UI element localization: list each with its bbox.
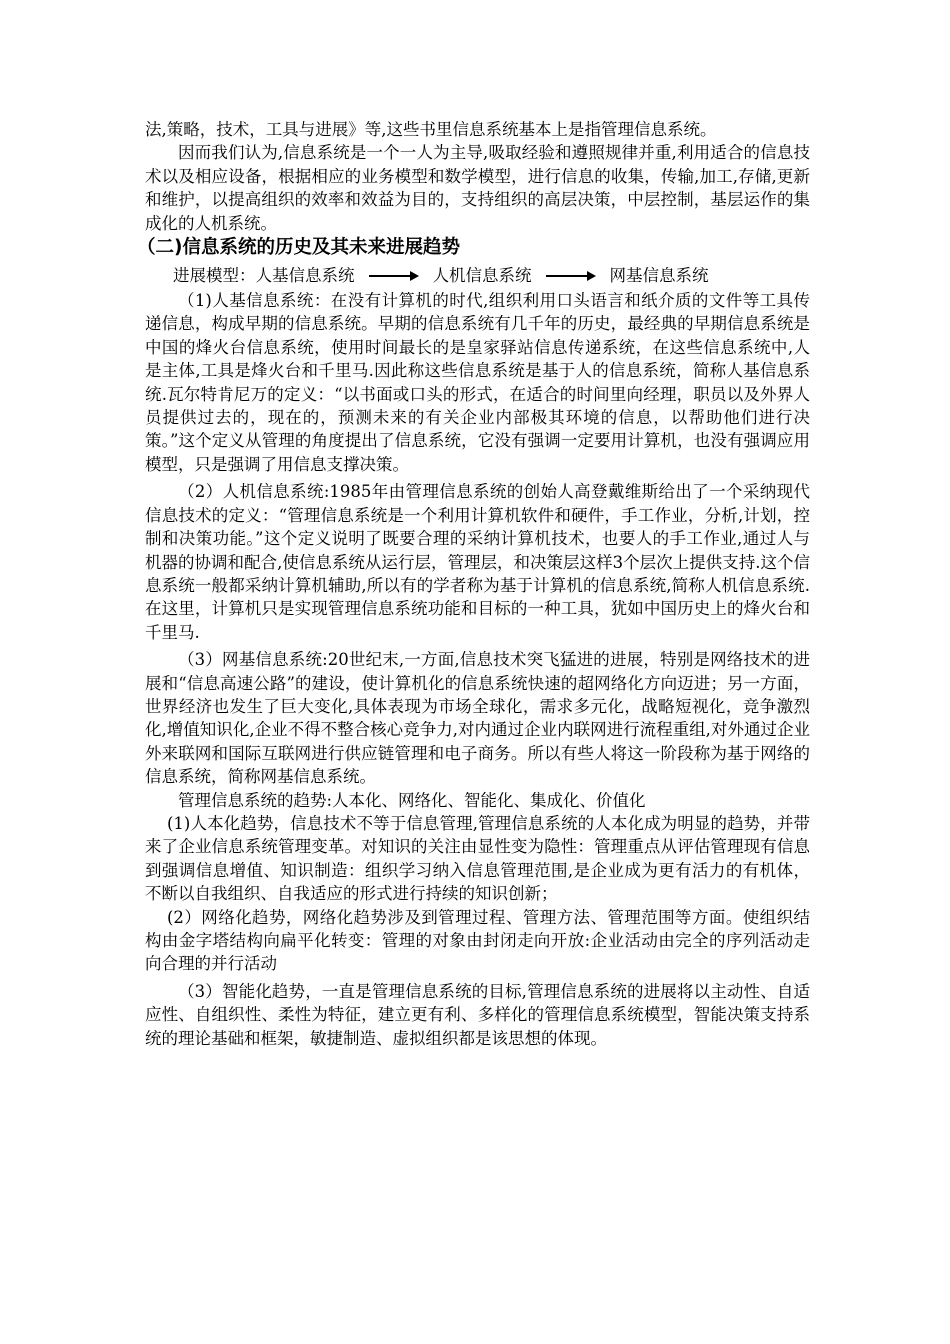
- model-stage-1: 进展模型：人基信息系统: [173, 266, 355, 286]
- section-heading: （二)信息系统的历史及其未来进展趋势: [137, 237, 460, 259]
- trend-intelligence: （3）智能化趋势，一直是管理信息系统的目标,管理信息系统的进展将以主动性、自适应性、自组织性、柔性为特征，建立更有利、多样化的管理信息系统模型，智能决策支持系统的理论基础和框架，敏捷制造、虚拟组织都是该思想的体现。: [145, 981, 810, 1048]
- arrow-right-icon: [546, 270, 596, 282]
- paragraph-human-machine: （2）人机信息系统:1985年由管理信息系统的创始人高登戴维斯给出了一个采纳现代信息技术的定义：“管理信息系统是一个利用计算机软件和硬件，手工作业，分析,计划，控制和决策功能。”这个定义说明了既要合理的采纳计算机技术，也要人的手工作业,通过人与机器的协调和配合,使信息系统从运行层，管理层，和决策层这样3个层次上提供支持.这个信息系统一般都采纳计算机辅助,所以有的学者称为基于计算机的信息系统,简称人机信息系统.在这里，计算机只是实现管理信息系统功能和目标的一种工具，犹如中国历史上的烽火台和千里马.: [145, 482, 810, 642]
- arrow-right-icon: [369, 270, 419, 282]
- definition-paragraph: 因而我们认为,信息系统是一个一人为主导,吸取经验和遵照规律并重,利用适合的信息技术以及相应设备，根据相应的业务模型和数学模型，进行信息的收集，传输,加工,存储,更新和维护，以提高组织的效率和效益为目的，支持组织的高层决策，中层控制，基层运作的集成化的人机系统。: [145, 143, 810, 233]
- development-model-line: [145, 263, 810, 289]
- model-stage-2: 人机信息系统: [432, 266, 532, 286]
- intro-line: 法,策略，技术，工具与进展》等,这些书里信息系统基本上是指管理信息系统。: [145, 120, 717, 139]
- model-stage-3: 网基信息系统: [609, 266, 709, 286]
- paragraph-human-based: （1)人基信息系统：在没有计算机的时代,组织利用口头语言和纸介质的文件等工具传递信息，构成早期的信息系统。早期的信息系统有几千年的历史，最经典的早期信息系统是中国的烽火台信息系统，使用时间最长的是皇家驿站信息传递系统，在这些信息系统中,人是主体,工具是烽火台和千里马.因此称这些信息系统是基于人的信息系统，简称人基信息系统.瓦尔特肯尼万的定义：“以书面或口头的形式，在适合的时间里向经理，职员以及外界人员提供过去的，现在的，预测未来的有关企业内部极其环境的信息，以帮助他们进行决策。”这个定义从管理的角度提出了信息系统，它没有强调一定要用计算机，也没有强调应用模型，只是强调了用信息支撑决策。: [145, 291, 810, 474]
- trend-networking: (2）网络化趋势，网络化趋势涉及到管理过程、管理方法、管理范围等方面。使组织结构由金字塔结构向扁平化转变：管理的对象由封闭走向开放:企业活动由完全的序列活动走向合理的并行活动: [145, 907, 810, 974]
- trends-intro: 管理信息系统的趋势:人本化、网络化、智能化、集成化、价值化: [178, 790, 646, 810]
- trend-humanization: (1)人本化趋势，信息技术不等于信息管理,管理信息系统的人本化成为明显的趋势，并带来了企业信息系统管理变革。对知识的关注由显性变为隐性：管理重点从评估管理现有信息到强调信息增值、知识制造：组织学习纳入信息管理范围,是企业成为更有活力的有机体，不断以自我组织、自我适应的形式进行持续的知识创新；: [145, 813, 810, 904]
- paragraph-network-based: （3）网基信息系统:20世纪末,一方面,信息技术突飞猛进的进展，特别是网络技术的进展和“信息高速公路”的建设，使计算机化的信息系统快速的超网络化方向迈进；另一方面，世界经济也发生了巨大变化,具体表现为市场全球化，需求多元化，战略短视化，竞争激烈化,增值知识化,企业不得不整合核心竞争力,对内通过企业内联网进行流程重组,对外通过企业外来联网和国际互联网进行供应链管理和电子商务。所以有些人将这一阶段称为基于网络的信息系统，简称网基信息系统。: [145, 650, 810, 787]
- document-page: [137, 118, 810, 1050]
